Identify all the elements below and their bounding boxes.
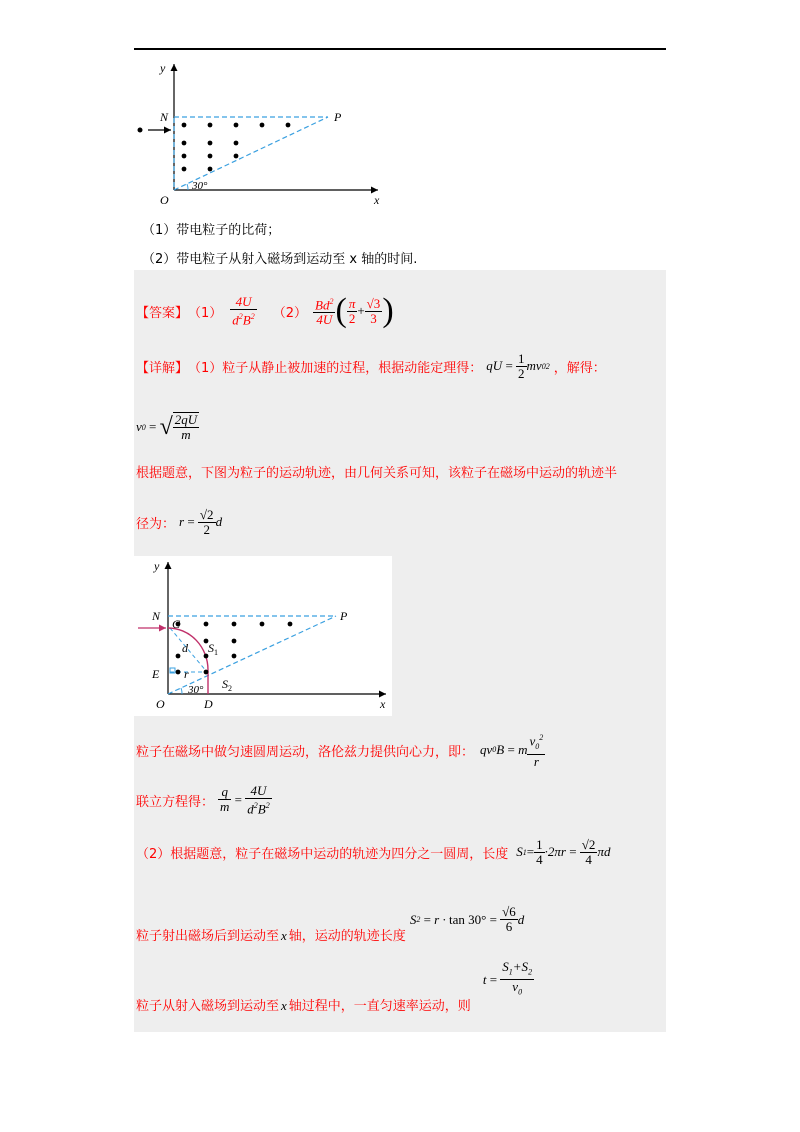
svg-text:S2: $S_2$ <box>222 677 232 693</box>
answer-2-formula: $\frac{Bd^2}{4U}$ ( $\frac{\pi}{2}$ + $\frac{√3}{3}$ ) <box>315 292 394 329</box>
detail-line-9: 粒子从射入磁场到运动至 x 轴过程中，一直匀速率运动，则 t = $\frac{S_1+S_2}{v_0}$ <box>136 958 533 1014</box>
answer-line: 【答案】 （1） $\frac{4U}{d^2B^2}$ （2） $\frac{Bd^2}{4U}$ ( $\frac{\pi}{2}$ + $\frac{√3}{3}$ ) <box>136 292 394 329</box>
fig1-y-label: y <box>160 61 166 75</box>
top-rule <box>134 48 666 50</box>
detail-line-3: 根据题意，下图为粒子的运动轨迹，由几何关系可知，该粒子在磁场中运动的轨迹半 <box>136 466 618 481</box>
detail-line-7: （2）根据题意，粒子在磁场中运动的轨迹为四分之一圆周，长度 S 1 = $\frac{1}{4}$ ·2πr = $\frac{√2}{4}$ πd <box>136 836 611 867</box>
answer-1-formula: $\frac{4U}{d^2B^2}$ <box>232 293 255 328</box>
fig1-n-label: N <box>160 110 169 124</box>
field-dots <box>182 123 291 172</box>
svg-text:r: r <box>184 667 189 681</box>
fig1-p-label: P <box>334 110 342 124</box>
svg-text:N: N <box>152 609 161 623</box>
answer-label: 【答案】 <box>136 305 189 321</box>
figure-1-magnetic-field <box>130 58 390 208</box>
svg-text:x: x <box>380 697 386 711</box>
fig1-angle-label: 30° <box>192 180 208 192</box>
svg-text:C: C <box>172 617 181 631</box>
fig1-o-label: O <box>160 193 169 207</box>
svg-text:P: P <box>340 609 348 623</box>
svg-text:D: D <box>204 697 213 711</box>
figure-2-trajectory <box>134 556 392 716</box>
svg-text:30°: 30° <box>188 684 204 696</box>
svg-text:y: y <box>154 559 160 573</box>
fig1-x-label: x <box>374 193 380 207</box>
detail-line-5: 粒子在磁场中做匀速圆周运动，洛伦兹力提供向心力，即： qv 0 B = m $\frac{v_0^2}{r}$ <box>136 733 544 769</box>
question-2: （2）带电粒子从射入磁场到运动至 x 轴的时间. <box>142 252 418 267</box>
detail-line-1: 【详解】 （1）粒子从静止被加速的过程，根据动能定理得： qU = $\frac{1}{2}$ mv 0 2 ，解得： <box>136 350 606 381</box>
svg-text:S1: $S_1$ <box>208 641 218 657</box>
svg-text:O: O <box>156 697 165 711</box>
question-1: （1）带电粒子的比荷； <box>142 223 281 238</box>
v0-formula: v 0 = √ $\frac{2qU}{m}$ <box>136 412 198 442</box>
detail-line-8: 粒子射出磁场后到运动至 x 轴，运动的轨迹长度 S 2 = r · tan 30° = $\frac{√6}{6}$ d <box>136 904 525 944</box>
detail-line-4: 径为： r = $\frac{√2}{2}$ d <box>136 506 223 537</box>
svg-text:E: E <box>152 667 160 681</box>
energy-equation: qU = $\frac{1}{2}$ mv 0 2 <box>486 350 550 381</box>
svg-text:d: d <box>182 641 188 655</box>
detail-line-6: 联立方程得： $\frac{q}{m}$ = $\frac{4U}{d^2B^2}$ <box>136 782 270 817</box>
